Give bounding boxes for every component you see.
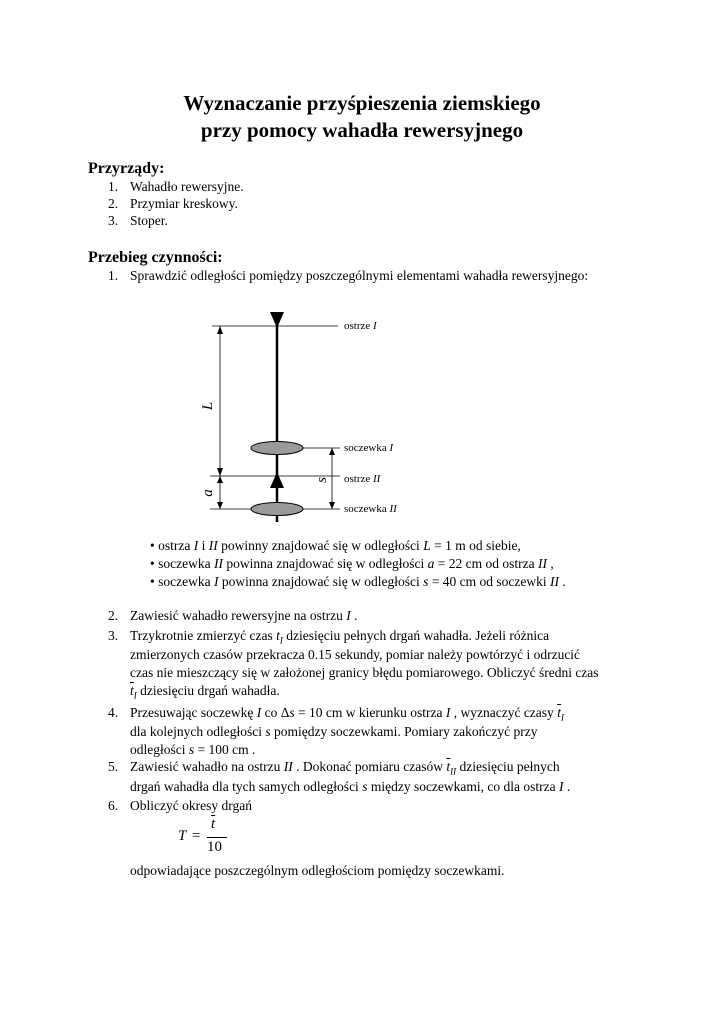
label-blade-1: ostrze I <box>344 320 377 332</box>
step-2-text: Zawiesić wahadło rewersyjne na ostrzu I . <box>130 608 358 623</box>
tool-number: 2. <box>108 196 119 211</box>
step-5-line1: Zawiesić wahadło na ostrzu II . Dokonać pomiaru czasów $\overline{t}_{II}$ dziesięciu pełnych <box>130 759 560 777</box>
blade-2-shape <box>270 472 284 488</box>
step-3-line3: czas nie mieszczący się w założonej granicy błędu pomiarowego. Obliczyć średni czas <box>130 665 599 680</box>
formula-numerator: $\overline{t}$ <box>211 816 216 832</box>
section-tools-heading: Przyrządy: <box>88 160 165 177</box>
step-number: 1. <box>108 268 119 283</box>
page-title-line1: Wyznaczanie przyśpieszenia ziemskiego <box>183 91 541 115</box>
formula-denominator: 10 <box>207 839 222 855</box>
bullet-item: • soczewka I powinna znajdować się w odległości s = 40 cm od soczewki II . <box>150 574 566 589</box>
formula-T: T <box>178 828 187 844</box>
step-1-text: Sprawdzić odległości pomiędzy poszczególnymi elementami wahadła rewersyjnego: <box>130 268 589 283</box>
lens-2-shape <box>251 503 303 516</box>
step-3-line2: zmierzonych czasów przekracza 0.15 sekundy, pomiar należy powtórzyć i odrzucić <box>130 647 581 662</box>
label-a: a <box>200 489 216 497</box>
lens-1-shape <box>251 442 303 455</box>
step-6-ending: odpowiadające poszczególnym odległościom pomiędzy soczewkami. <box>130 863 505 878</box>
pendulum-diagram <box>190 300 450 525</box>
section-procedure-heading: Przebieg czynności: <box>88 249 223 266</box>
step-number: 2. <box>108 608 119 623</box>
formula-equals: = <box>192 828 201 844</box>
step-number: 4. <box>108 705 119 720</box>
label-lens-1: soczewka I <box>344 442 394 454</box>
bullet-item: • soczewka II powinna znajdować się w odległości a = 22 cm od ostrza II , <box>150 556 554 571</box>
tool-item: Przymiar kreskowy. <box>130 196 238 211</box>
step-6-text: Obliczyć okresy drgań <box>130 798 252 813</box>
tool-item: Stoper. <box>130 213 168 228</box>
step-4-line3: odległości s = 100 cm . <box>130 742 256 757</box>
label-blade-2: ostrze II <box>344 473 381 485</box>
tool-number: 1. <box>108 179 119 194</box>
step-number: 6. <box>108 798 119 813</box>
step-4-line2: dla kolejnych odległości s pomiędzy soczewkami. Pomiary zakończyć przy <box>130 724 538 739</box>
period-formula <box>178 818 238 858</box>
tool-number: 3. <box>108 213 119 228</box>
step-number: 5. <box>108 759 119 774</box>
label-s: s <box>314 477 330 483</box>
step-number: 3. <box>108 628 119 643</box>
step-4-line1: Przesuwając soczewkę I co Δs = 10 cm w kierunku ostrza I , wyznaczyć czasy $\overline{t}_I$ <box>130 705 564 723</box>
label-lens-2: soczewka II <box>344 503 397 515</box>
fraction-bar <box>207 837 227 838</box>
step-3-line4: $\overline{t}_I$ dziesięciu drgań wahadła. <box>130 683 280 701</box>
page-title-line2: przy pomocy wahadła rewersyjnego <box>200 118 524 142</box>
step-5-line2: drgań wahadła dla tych samych odległości s między soczewkami, co dla ostrza I . <box>130 779 571 794</box>
bullet-item: • ostrza I i II powinny znajdować się w odległości L = 1 m od siebie, <box>150 538 521 553</box>
label-L: L <box>200 401 216 411</box>
tool-item: Wahadło rewersyjne. <box>130 179 244 194</box>
step-3-line1: Trzykrotnie zmierzyć czas $t_I$ dziesięciu pełnych drgań wahadła. Jeżeli różnica <box>130 628 550 646</box>
